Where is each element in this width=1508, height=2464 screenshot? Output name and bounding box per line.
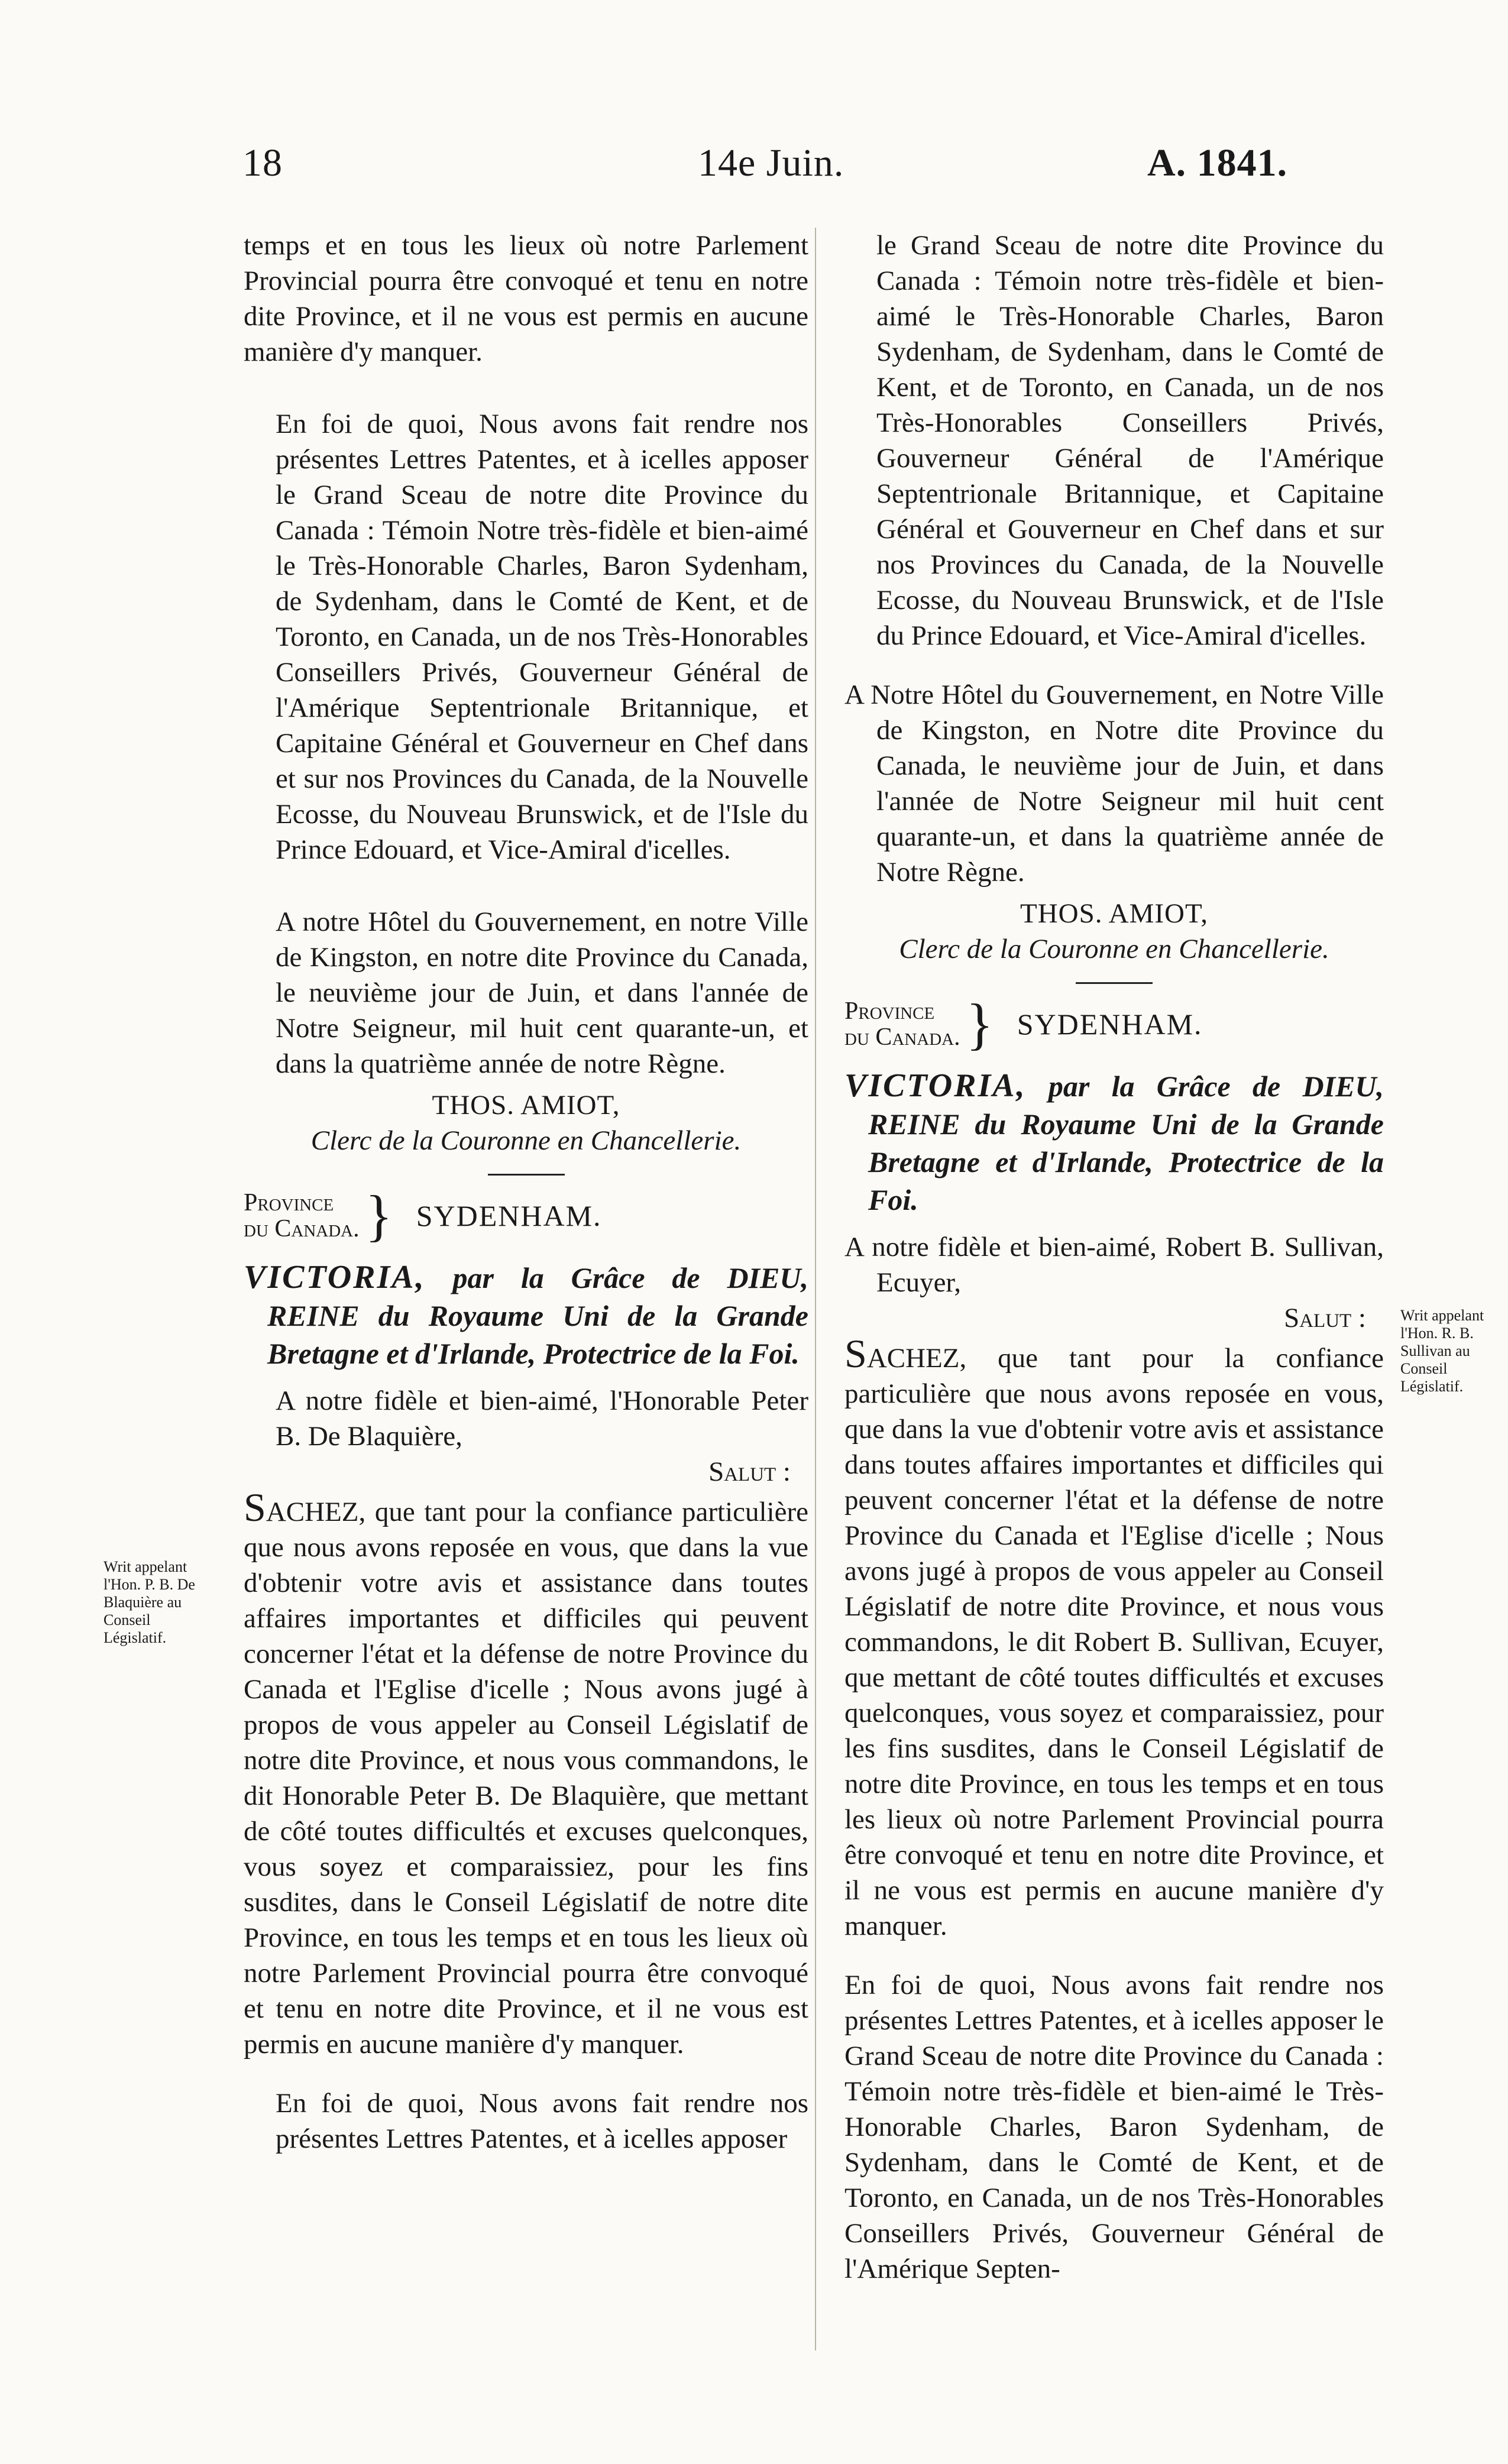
signature-title: Clerc de la Couronne en Chancellerie.: [310, 1125, 742, 1156]
paragraph: A Notre Hôtel du Gouvernement, en Notre Ville de Kingston, en Notre dite Province du Canada, le neuvième jour de Juin, et dans l'année de Notre Seigneur mil huit cent quarante-un, et dans la quatrième année de Notre Règne.: [844, 679, 1384, 888]
running-head-date: 14e Juin.: [698, 141, 844, 184]
royal-style: VICTORIA, par la Grâce de DIEU, REINE du Royaume Uni de la Grande Bretagne et d'Irlande, Protectrice de la Foi.: [244, 1259, 808, 1370]
brace-icon: }: [365, 1184, 393, 1247]
salutation: Salut :: [1284, 1303, 1366, 1333]
paragraph: le Grand Sceau de notre dite Province du Canada : Témoin notre très-fidèle et bien-aimé le Très-Honorable Charles, Baron Sydenham, de Sydenham, dans le Comté de Kent, et de Toronto, en Canada, un de nos Très-Honorables Conseillers Privés, Gouverneur Général de l'Amérique Septentrionale Britannique, et Capitaine Général et Gouverneur en Chef dans et sur nos Provinces du Canada, de la Nouvelle Ecosse, du Nouveau Brunswick, et de l'Isle du Prince Edouard, et Vice-Amiral d'icelles.: [876, 230, 1384, 651]
salutation: Salut :: [708, 1456, 791, 1487]
signature-title: Clerc de la Couronne en Chancellerie.: [899, 934, 1329, 964]
paragraph: A notre Hôtel du Gouvernement, en notre Ville de Kingston, en notre dite Province du Canada, le neuvième jour de Juin, et dans l'année de Notre Seigneur, mil huit cent quarante-un, et dans la quatrième année de notre Règne.: [276, 906, 808, 1079]
royal-style: VICTORIA, par la Grâce de DIEU, REINE du Royaume Uni de la Grande Bretagne et d'Irlande, Protectrice de la Foi.: [844, 1067, 1384, 1216]
province-name: SYDENHAM.: [1017, 1008, 1203, 1041]
province-label: Province du Canada.: [844, 998, 960, 1051]
page-number: 18: [242, 141, 283, 184]
left-column: [244, 228, 808, 2157]
address: A notre fidèle et bien-aimé, l'Honorable Peter B. De Blaquière,: [276, 1385, 808, 1452]
right-column: [844, 228, 1384, 2287]
province-name: SYDENHAM.: [416, 1199, 602, 1232]
drop-cap: S: [244, 1485, 266, 1530]
signature: THOS. AMIOT,: [1020, 898, 1208, 929]
drop-cap: S: [844, 1331, 867, 1376]
paragraph: En foi de quoi, Nous avons fait rendre nos présentes Lettres Patentes, et à icelles apposer: [276, 2088, 808, 2154]
paragraph: En foi de quoi, Nous avons fait rendre nos présentes Lettres Patentes, et à icelles apposer le Grand Sceau de notre dite Province du Canada : Témoin notre très-fidèle et bien-aimé le Très-Honorable Charles, Baron Sydenham, de Sydenham, dans le Comté de Kent, et de Toronto, en Canada, un de nos Très-Honorables Conseillers Privés, Gouverneur Général de l'Amérique Septen-: [844, 1970, 1384, 2284]
running-head-year: A. 1841.: [1147, 141, 1288, 184]
margin-note-right: Writ appelant l'Hon. R. B. Sullivan au Conseil Législatif.: [1400, 1307, 1484, 1395]
province-heading: [844, 992, 1384, 1055]
paragraph: temps et en tous les lieux où notre Parlement Provincial pourra être convoqué et tenu en notre dite Province, et il ne vous est permis en aucune manière d'y manquer.: [244, 230, 808, 367]
signature: THOS. AMIOT,: [432, 1090, 620, 1121]
column-divider: [815, 228, 816, 2350]
divider: [1076, 982, 1153, 984]
margin-note-left: Writ appelant l'Hon. P. B. De Blaquière au Conseil Législatif.: [103, 1558, 195, 1646]
writ-body: SACHEZ, que tant pour la confiance particulière que nous avons reposée en vous, que dans la vue d'obtenir votre avis et assistance dans toutes affaires importantes et difficiles qui peuvent concerner l'état et la défense de notre Province du Canada et l'Eglise d'icelle ; Nous avons jugé à propos de vous appeler au Conseil Législatif de notre dite Province, et nous vous commandons, le dit Honorable Peter B. De Blaquière, que mettant de côté toutes difficultés et excuses quelconques, vous soyez et comparaissiez, pour les fins susdites, dans le Conseil Législatif de notre dite Province, en tous les temps et en tous les lieux où notre Parlement Provincial pourra être convoqué et tenu en notre dite Province, et il ne vous est permis en aucune manière d'y manquer.: [244, 1485, 808, 2060]
address: A notre fidèle et bien-aimé, Robert B. Sullivan, Ecuyer,: [844, 1232, 1384, 1298]
paragraph: En foi de quoi, Nous avons fait rendre nos présentes Lettres Patentes, et à icelles apposer le Grand Sceau de notre dite Province du Canada : Témoin Notre très-fidèle et bien-aimé le Très-Honorable Charles, Baron Sydenham, de Sydenham, dans le Comté de Kent, et de Toronto, en Canada, un de nos Très-Honorables Conseillers Privés, Gouverneur Général de l'Amérique Septentrionale Britannique, et Capitaine Général et Gouverneur en Chef dans et sur nos Provinces du Canada, de la Nouvelle Ecosse, du Nouveau Brunswick, et de l'Isle du Prince Edouard, et Vice-Amiral d'icelles.: [276, 409, 808, 865]
divider: [488, 1174, 565, 1176]
province-label: Province du Canada.: [244, 1189, 360, 1242]
brace-icon: }: [966, 992, 994, 1055]
province-heading: [244, 1184, 808, 1247]
writ-body: SACHEZ, que tant pour la confiance particulière que nous avons reposée en vous, que dans la vue d'obtenir votre avis et assistance dans toutes affaires importantes et difficiles qui peuvent concerner l'état et la défense de notre Province du Canada et l'Eglise d'icelle ; Nous avons jugé à propos de vous appeler au Conseil Législatif de notre dite Province, et nous vous commandons, le dit Robert B. Sullivan, Ecuyer, que mettant de côté toutes difficultés et excuses quelconques, vous soyez et comparaissiez, pour les fins susdites, dans le Conseil Législatif de notre dite Province, en tous les temps et en tous les lieux où notre Parlement Provincial pourra être convoqué et tenu en notre dite Province, et il ne vous est permis en aucune manière d'y manquer.: [844, 1331, 1384, 1941]
